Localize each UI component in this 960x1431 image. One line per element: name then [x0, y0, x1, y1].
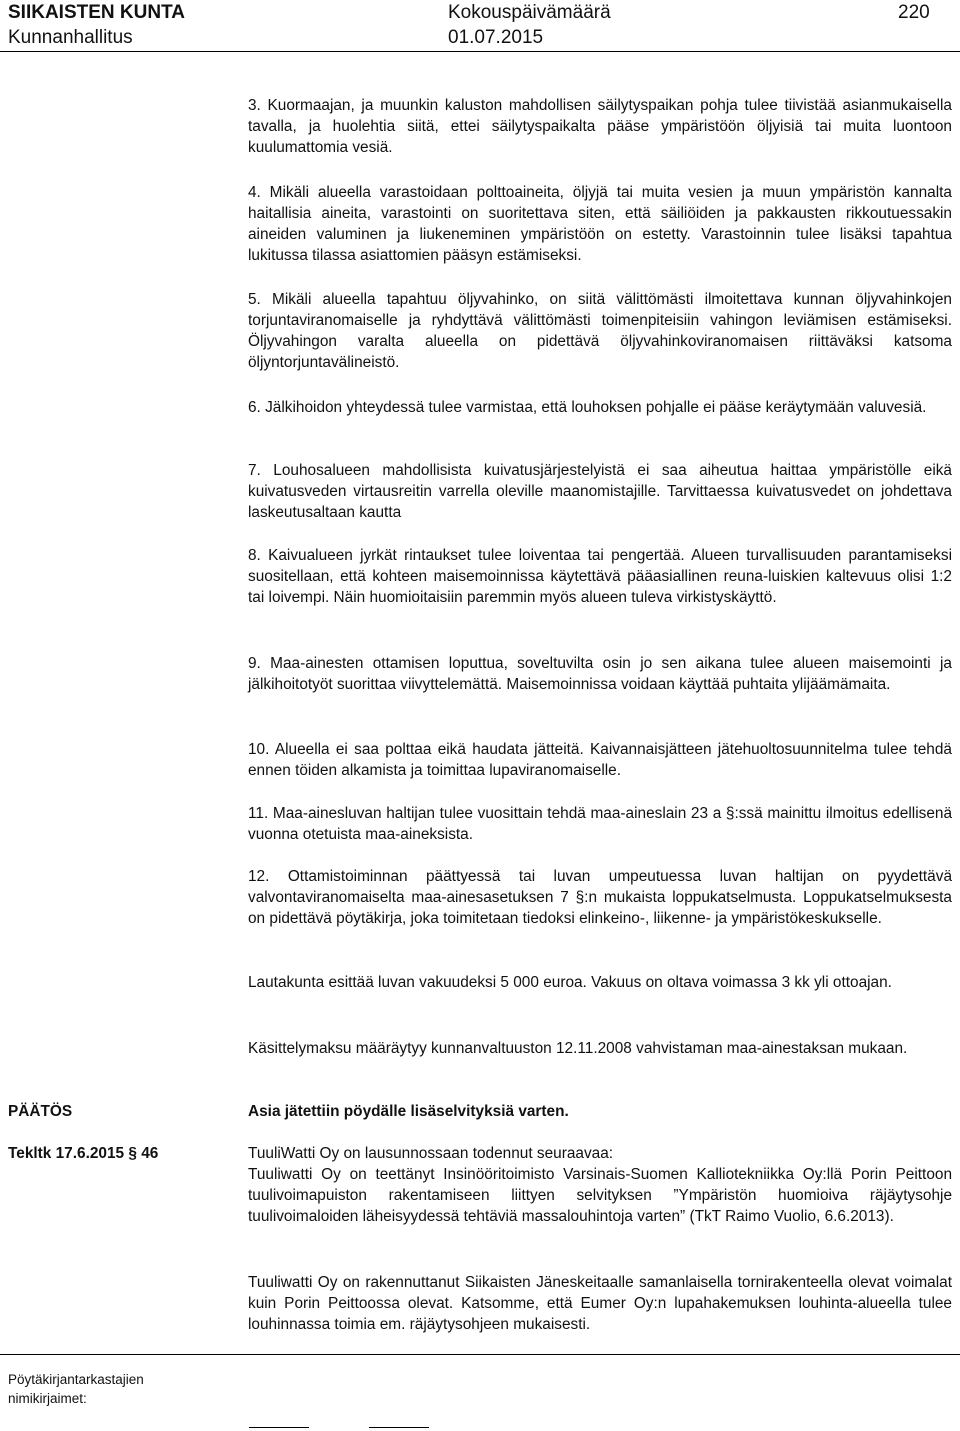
board-name: Kunnanhallitus [8, 27, 133, 48]
footer-rule [0, 1354, 960, 1355]
statement-paragraph-2: Tuuliwatti Oy on rakennuttanut Siikaisten Jäneskeitaalle samanlaisella tornirakenteella olevat voimalat kuin Porin Peittoossa olevat. Katsomme, että Eumer Oy:n lupahakemuksen louhinta-alueella tulee louhinnassa toimia em. räjäytysohjeen mukaisesti. [248, 1274, 952, 1333]
fee-paragraph: Käsittelymaksu määräytyy kunnanvaltuuston 12.11.2008 vahvistaman maa-ainestaksan mukaan. [248, 1040, 908, 1057]
decision-label: PÄÄTÖS [8, 1103, 73, 1120]
condition-9: 9. Maa-ainesten ottamisen loputtua, soveltuvilta osin jo sen aikana tulee alueen maisemointi ja jälkihoitotyöt suorittaa viivyttelemättä. Maisemoinnissa voidaan käyttää puhtaita ylijäämämaita. [248, 655, 952, 693]
condition-11: 11. Maa-ainesluvan haltijan tulee vuosittain tehdä maa-aineslain 23 a §:ssä mainittu ilmoitus edellisenä vuonna otetuista maa-aineksista. [248, 805, 952, 843]
meeting-date: 01.07.2015 [448, 27, 544, 48]
condition-5: 5. Mikäli alueella tapahtuu öljyvahinko, on siitä välittömästi ilmoitettava kunnan öljyvahinkojen torjuntaviranomaiselle ja ryhdyttävä välittömästi toimenpiteisiin vahingon leviämisen estämiseksi. Öljyvahingon varalta alueella on pidettävä öljyvahinkoviranomaisen riittäväksi katsoma öljyntorjuntavälineistö. [248, 291, 952, 371]
condition-7: 7. Louhosalueen mahdollisista kuivatusjärjestelyistä ei saa aiheutua haittaa ympäristölle eikä kuivatusveden virtausreitin varrella oleville maanomistajille. Tarvittaessa kuivatusvedet on johdettava laskeutusaltaan kautta [248, 462, 952, 521]
condition-6: 6. Jälkihoidon yhteydessä tulee varmistaa, että louhoksen pohjalle ei pääse keräytymään valuvesiä. [248, 399, 927, 416]
signature-line-1 [249, 1427, 309, 1428]
condition-8: 8. Kaivualueen jyrkät rintaukset tulee loiventaa tai pengertää. Alueen turvallisuuden parantamiseksi suositellaan, että kohteen maisemoinnissa käytettävä pääasiallinen reuna-luiskien kaltevuus olisi 1:2 tai loivempi. Näin huomioitaisiin paremmin myös alueen tuleva virkistyskäyttö. [248, 547, 952, 606]
guarantee-paragraph: Lautakunta esittää luvan vakuudeksi 5 000 euroa. Vakuus on oltava voimassa 3 kk yli ottoajan. [248, 974, 892, 991]
condition-12: 12. Ottamistoiminnan päättyessä tai luvan umpeutuessa luvan haltijan on pyydettävä valvontaviranomaiselta maa-ainesasetuksen 7 §:n mukaista loppukatselmusta. Loppukatselmuksesta on pidettävä pöytäkirja, joka toimitetaan tiedoksi elinkeino-, liikenne- ja ympäristökeskukselle. [248, 868, 952, 927]
statement-paragraph-1: Tuuliwatti Oy on teettänyt Insinööritoimisto Varsinais-Suomen Kalliotekniikka Oy:llä Porin Peittoon tuulivoimapuiston rakentamiseen liittyen selvityksen ”Ympäristön huomioiva räjäytysohje tuulivoimaloiden läheisyydessä tehtäviä massalouhintoja varten” (TkT Raimo Vuolio, 6.6.2013). [248, 1166, 952, 1225]
decision-text: Asia jätettiin pöydälle lisäselvityksiä varten. [248, 1103, 569, 1120]
page-number: 220 [898, 2, 930, 23]
meeting-date-label: Kokouspäivämäärä [448, 2, 611, 23]
municipality-name: SIIKAISTEN KUNTA [8, 2, 185, 23]
reference-label: Tekltk 17.6.2015 § 46 [8, 1145, 159, 1162]
signature-line-2 [369, 1427, 429, 1428]
statement-intro: TuuliWatti Oy on lausunnossaan todennut seuraavaa: [248, 1145, 614, 1162]
condition-10: 10. Alueella ei saa polttaa eikä haudata jätteitä. Kaivannaisjätteen jätehuoltosuunnitelma tulee tehdä ennen töiden alkamista ja toimittaa lupaviranomaiselle. [248, 741, 952, 779]
condition-4: 4. Mikäli alueella varastoidaan polttoaineita, öljyjä tai muita vesien ja muun ympäristön kannalta haitallisia aineita, varastointi on suoritettava siten, että säiliöiden ja pakkausten rikkoutuessakin aineiden valuminen ja liukeneminen ympäristöön on estetty. Varastoinnin tulee lisäksi tapahtua lukitussa tilassa asiattomien pääsyn estämiseksi. [248, 184, 952, 264]
condition-3: 3. Kuormaajan, ja muunkin kaluston mahdollisen säilytyspaikan pohja tulee tiivistää asianmukaisella tavalla, ja huolehtia siitä, ettei säilytyspaikalta pääse ympäristöön öljyisiä tai muita luontoon kuulumattomia vesiä. [248, 97, 952, 156]
signature-label: Pöytäkirjantarkastajien nimikirjaimet: [8, 1372, 144, 1406]
header-rule [0, 51, 960, 52]
